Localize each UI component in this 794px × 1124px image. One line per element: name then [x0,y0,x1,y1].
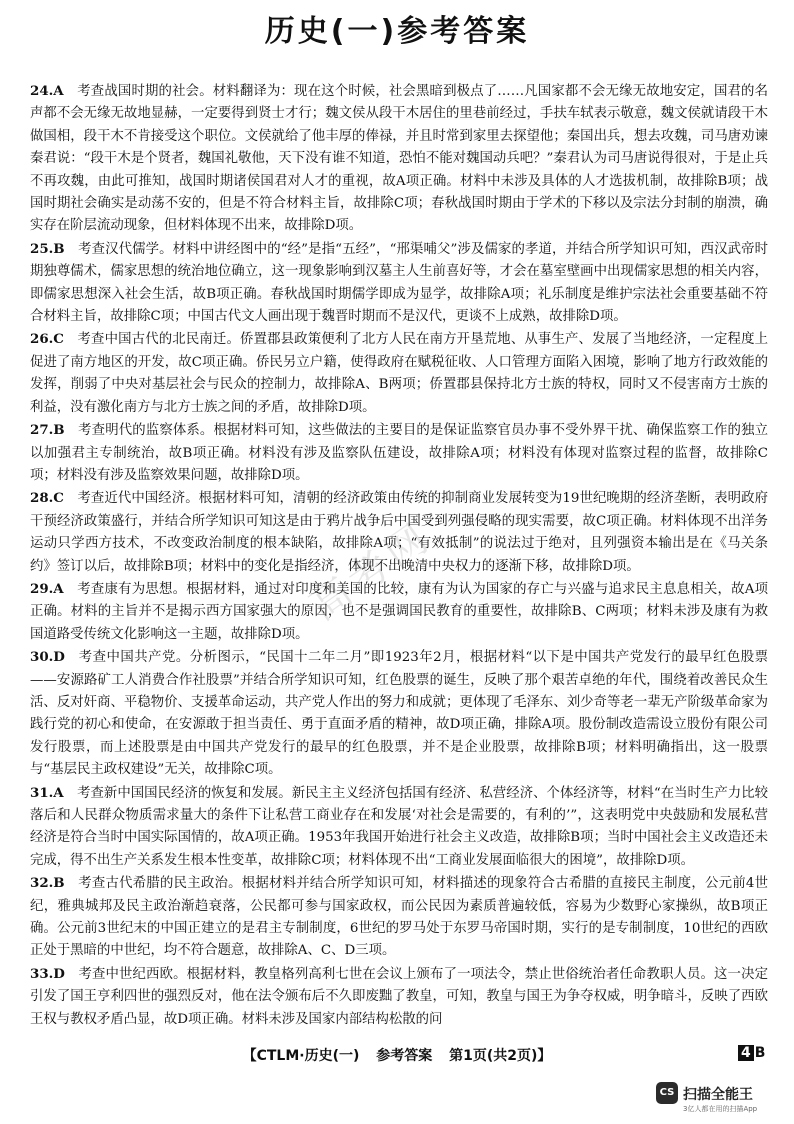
answer-number: 31.A [30,784,64,801]
scanner-tagline: 3亿人都在用的扫描App [683,1105,758,1113]
answer-item [30,646,768,781]
answer-explanation: 考查新中国国民经济的恢复和发展。新民主主义经济包括国有经济、私营经济、个体经济等，材料“在当时生产力比较落后和人民群众物质需求量大的条件下让私营工商业存在和发展‘对社会是需要的，有利的’”，这表明党中央鼓励和发展私营经济是符合当时中国实际国情的，故A项正确。1953年我国开始进行社会主义改造，故排除B项；当时中国社会主义改造还未完成，得不出生产关系发生根本性变革，故排除C项；材料体现不出“工商业发展面临很大的困境”，故排除D项。 [30,785,768,868]
answer-number: 26.C [30,331,64,348]
answer-item [30,963,768,1031]
answer-number: 30.D [30,649,65,666]
footer-brand: 【CTLM·历史(一) [242,1048,360,1064]
answer-number: 29.A [30,580,64,597]
answer-number: 25.B [30,240,65,257]
answer-number: 28.C [30,490,64,507]
answer-number: 33.D [30,965,65,982]
page-title: 历史(一)参考答案 [264,14,530,49]
answer-explanation: 考查汉代儒学。材料中讲经图中的“经”是指“五经”，“邢渠哺父”涉及儒家的孝道，并结合所学知识可知，西汉武帝时期独尊儒术，儒家思想的统治地位确立，这一现象影响到汉墓主人生前喜好等，才会在墓室壁画中出现儒家思想的相关内容，即儒家思想深入社会生活，故B项正确。春秋战国时期儒学即成为显学，故排除A项；礼乐制度是维护宗法社会重要基础不符合材料主旨，故排除C项；中国古代文人画出现于魏晋时期而不是汉代，更谈不上成熟，故排除D项。 [30,241,768,325]
answer-item [30,782,768,873]
answer-number: 32.B [30,875,65,892]
answer-item [30,419,768,487]
answer-explanation: 考查中国古代的北民南迁。侨置郡县政策便利了北方人民在南方开垦荒地、从事生产、发展了当地经济，一定程度上促进了南方地区的开发，故C项正确。侨民另立户籍，使得政府在赋税征收、人口管理方面陷入困境，影响了地方行政效能的发挥，削弱了中央对基层社会与民众的控制力，故排除A、B两项；侨置郡县保持北方士族的特权，同时又不侵害南方士族的利益，没有激化南方与北方士族之间的矛盾，故排除D项。 [30,332,768,415]
answer-explanation: 考查战国时期的社会。材料翻译为：现在这个时候，社会黑暗到极点了……凡国家都不会无缘无故地安定，国君的名声都不会无缘无故地显赫，一定要得到贤士才行；魏文侯从段干木居住的里巷前经过，手扶车轼表示敬意，魏文侯就请段干木做国相，段干木不肯接受这个职位。文侯就给了他丰厚的俸禄，并且时常到家里去探望他；秦国出兵，想去攻魏，司马唐劝谏秦君说：“段干木是个贤者，魏国礼敬他，天下没有谁不知道，恐怕不能对魏国动兵吧？”秦君认为司马唐说得很对，于是止兵不再攻魏，由此可推知，战国时期诸侯国君对人才的重视，故A项正确。材料中未涉及具体的人才选拔机制，故排除B项；战国时期社会确实是动荡不安的，但是不符合材料主旨，故排除C项；春秋战国时期由于学术的下移以及宗法分封制的崩溃，确实存在阶层流动现象，但材料体现不出来，故排除D项。 [30,84,768,234]
watermark: 高考网 [301,512,441,630]
scanner-watermark [656,1078,788,1118]
answer-item [30,872,768,963]
answer-item [30,578,768,646]
answer-number: 27.B [30,422,65,439]
paper-code-box: 4 [738,1045,754,1061]
answer-number: 24.A [30,83,64,99]
paper-code [738,1045,765,1061]
answer-explanation: 考查明代的监察体系。根据材料可知，这些做法的主要目的是保证监察官员办事不受外界干扰、确保监察工作的独立以加强君主专制统治，故B项正确。材料没有涉及监察队伍建设，故排除A项；材料没有体现对监察过程的监督，故排除C项；材料没有涉及监察效果问题，故排除D项。 [30,423,768,483]
scanner-app-name: 扫描全能王 [683,1087,753,1103]
camscanner-logo-icon: CS [656,1082,678,1104]
answer-explanation: 考查近代中国经济。根据材料可知，清朝的经济政策由传统的抑制商业发展转变为19世纪晚期的经济垄断，表明政府干预经济政策盛行，并结合所学知识可知这是由于鸦片战争后中国受到列强侵略的现实需要，故C项正确。材料体现不出洋务运动只学西方技术，不改变政治制度的根本缺陷，故排除A项；“有效抵制”的说法过于绝对，且列强资本输出是在《马关条约》签订以后，故排除B项；材料中的变化是指经济，体现不出晚清中央权力的逐渐下移，故排除D项。 [30,491,768,574]
answer-explanation: 考查古代希腊的民主政治。根据材料并结合所学知识可知，材料描述的现象符合古希腊的直接民主制度，公元前4世纪，雅典城邦及民主政治渐趋衰落，公民都可参与国家政权，而公民因为素质普遍较低，容易为少数野心家操纵，故B项正确。公元前3世纪末的中国正建立的是君主专制制度，6世纪的罗马处于东罗马帝国时期，实行的是专制制度，10世纪的西欧正处于黑暗的中世纪，均不符合题意，故排除A、C、D三项。 [30,876,768,959]
answer-list [30,80,768,1031]
answer-item [30,487,768,578]
footer-page-number: 第1页(共2页)】 [449,1048,552,1064]
paper-code-letter: B [754,1045,766,1061]
answer-item [30,80,768,238]
answer-explanation: 考查中国共产党。分析图示，“民国十二年二月”即1923年2月，根据材料“以下是中国共产党发行的最早红色股票——安源路矿工人消费合作社股票”并结合所学知识可知，红色股票的诞生，反映了那个艰苦卓绝的年代，围绕着改善民众生活、反对奸商、平稳物价、支援革命运动，共产党人作出的努力和成就；更体现了毛泽东、刘少奇等老一辈无产阶级革命家为践行党的初心和使命，在安源敢于担当责任、勇于直面矛盾的精神，故D项正确，排除A项。股份制改造需设立股份有限公司发行股票，而上述股票是由中国共产党发行的最早的红色股票，并不是企业股票，故排除B项；材料明确指出，这一股票与“基层民主政权建设”无关，故排除C项。 [30,650,768,778]
page-footer [0,1045,794,1065]
answer-explanation: 考查中世纪西欧。根据材料，教皇格列高利七世在会议上颁布了一项法令，禁止世俗统治者任命教职人员。这一决定引发了国王亨利四世的强烈反对，他在法令颁布后不久即废黜了教皇，可知，教皇与国王为争夺权威，明争暗斗，反映了西欧王权与教权矛盾凸显，故D项正确。材料未涉及国家内部结构松散的问 [30,966,768,1027]
answer-item [30,238,768,329]
answer-explanation: 考查康有为思想。根据材料，通过对印度和美国的比较，康有为认为国家的存亡与兴盛与追求民主息息相关，故A项正确。材料的主旨并不是揭示西方国家强大的原因，也不是强调国民教育的重要性，故排除B、C两项；材料未涉及康有为救国道路受传统文化影响这一主题，故排除D项。 [30,581,768,642]
footer-label: 参考答案 [376,1048,433,1064]
answer-item [30,328,768,419]
